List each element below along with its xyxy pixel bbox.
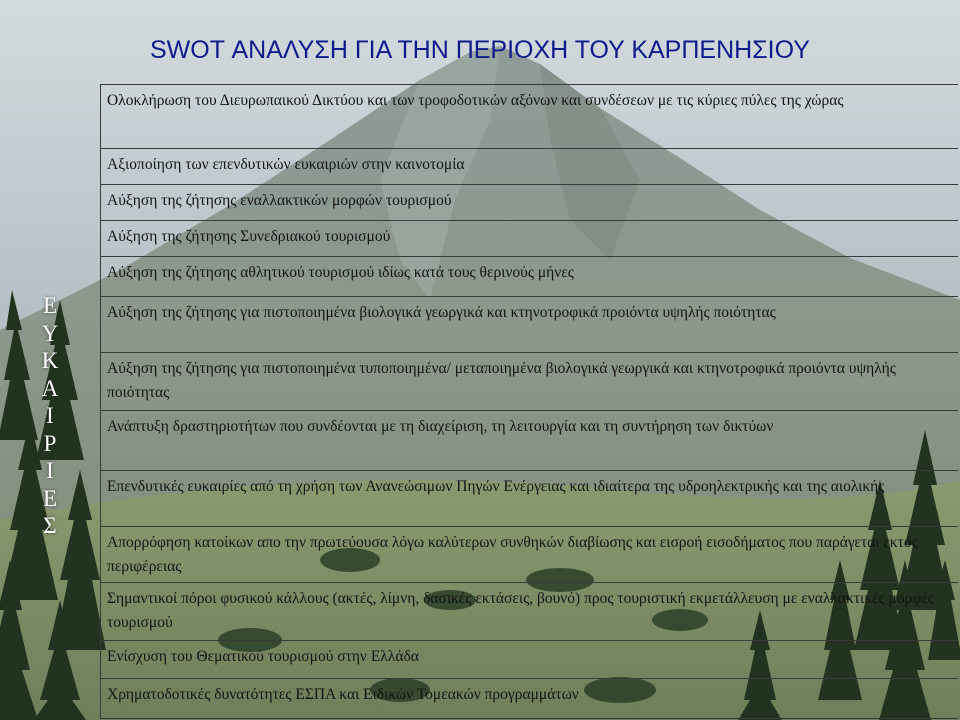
table-row: Ανάπτυξη δραστηριοτήτων που συνδέονται με τη διαχείριση, τη λειτουργία και τη συντήρηση των δικτύων: [101, 411, 958, 471]
slide-title: SWOT ΑΝΑΛΥΣΗ ΓΙΑ ΤΗΝ ΠΕΡΙΟΧΗ ΤΟΥ ΚΑΡΠΕΝΗΣΙΟΥ: [150, 36, 810, 64]
table-row: Επενδυτικές ευκαιρίες από τη χρήση των Ανανεώσιμων Πηγών Ενέργειας και ιδιαίτερα της υδροηλεκτρικής και της αιολικής: [101, 471, 958, 527]
table-row: Αύξηση της ζήτησης Συνεδριακού τουρισμού: [101, 221, 958, 257]
category-letter: Ρ: [43, 430, 57, 456]
table-row: Ολοκλήρωση του Διευρωπαικού Δικτύου και των τροφοδοτικών αξόνων και συνδέσεων με τις κύριες πύλες της χώρας: [101, 85, 958, 149]
table-row: Αύξηση της ζήτησης αθλητικού τουρισμού ιδίως κατά τους θερινούς μήνες: [101, 257, 958, 297]
category-letter: Σ: [43, 513, 57, 538]
category-letter: Ε: [42, 485, 58, 511]
opportunities-table: [100, 84, 958, 719]
table-row: Αξιοποίηση των επενδυτικών ευκαιριών στην καινοτομία: [101, 149, 958, 185]
table-row: Χρηματοδοτικές δυνατότητες ΕΣΠΑ και Ειδικών Τομεακών προγραμμάτων: [101, 679, 958, 719]
category-letter: Υ: [41, 320, 59, 346]
table-row: Αύξηση της ζήτησης για πιστοποιημένα βιολογικά γεωργικά και κτηνοτροφικά προιόντα υψηλής ποιότητας: [101, 297, 958, 353]
category-letter: Ε: [42, 293, 58, 318]
category-letter: Ι: [46, 458, 54, 483]
table-row: Σημαντικοί πόροι φυσικού κάλλους (ακτές, λίμνη, δασικές εκτάσεις, βουνό) προς τουριστική εκμετάλλευση με εναλλακτικές μορφές τουρισμού: [101, 583, 958, 641]
table-row: Αύξηση της ζήτησης εναλλακτικών μορφών τουρισμού: [101, 185, 958, 221]
category-letter: Ι: [46, 403, 54, 428]
table-row: Ενίσχυση του Θεματικού τουρισμού στην Ελλάδα: [101, 641, 958, 679]
category-letter: Κ: [41, 348, 59, 373]
category-letter: Α: [41, 375, 59, 401]
table-row: Απορρόφηση κατοίκων απο την πρωτεύουσα λόγω καλύτερων συνθηκών διαβίωσης και εισροή εισοδήματος που παράγεται εκτός περιφέρειας: [101, 527, 958, 583]
table-row: Αύξηση της ζήτησης για πιστοποιημένα τυποποιημένα/ μεταποιημένα βιολογικά γεωργικά και κτηνοτροφικά προιόντα υψηλής ποιότητας: [101, 353, 958, 411]
opportunities-category-label: [0, 268, 100, 720]
